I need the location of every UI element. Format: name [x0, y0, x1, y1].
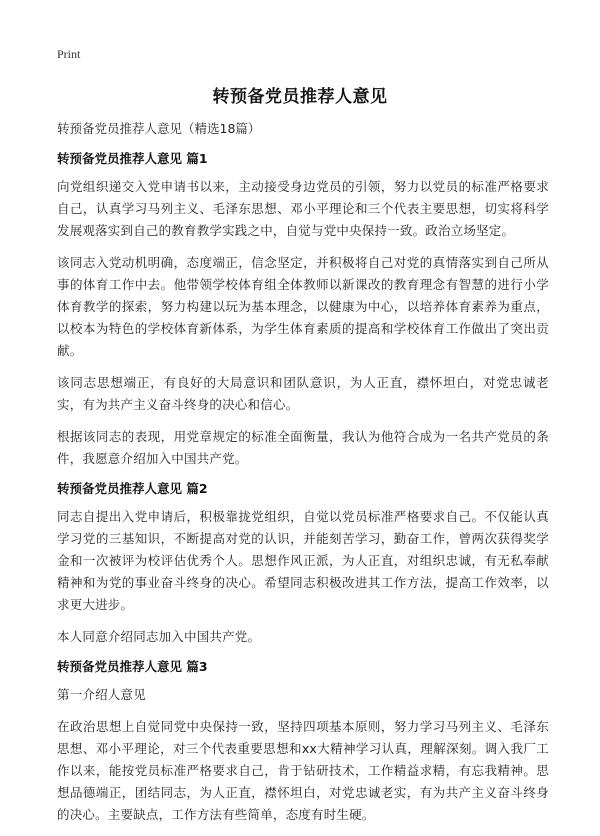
paragraph: 在政治思想上自觉同党中央保持一致，坚持四项基本原则，努力学习马列主义、毛泽东思想、邓小平理论，对三个代表重要思想和xx大精神学习认真，理解深刻。调入我厂工作以来，能按党员标准严格要求自己，肯于钻研技术，工作精益求精，有忘我精神。思想品德端正，团结同志，为人正直，襟怀坦白，对党忠诚老实，有为共产主义奋斗终身的决心。主要缺点，工作方法有些简单，态度有时生硬。 — [57, 719, 549, 822]
document-subtitle: 转预备党员推荐人意见（精选18篇） — [57, 121, 261, 136]
paragraph: 同志自提出入党申请后，积极靠拢党组织，自觉以党员标准严格要求自己。不仅能认真学习党的三基知识，不断提高对党的认识，并能刻苦学习，勤奋工作，曾两次获得奖学金和一次被评为校评估优秀个人。思想作风正派，为人正直，对组织忠诚，有无私奉献精神和为党的事业奋斗终身的决心。希望同志积极改进其工作方法，提高工作效率，以求更大进步。 — [57, 509, 549, 612]
paragraph: 该同志入党动机明确，态度端正，信念坚定，并积极将自己对党的真情落实到自己所从事的体育工作中去。他带领学校体育组全体教师以新课改的教育理念有智慧的进行小学体育教学的探索，努力构建以玩为基本理念，以健康为中心，以培养体育素养为重点，以校本为特色的学校体育新体系，为学生体育素质的提高和学校体育工作做出了突出贡献。 — [57, 255, 549, 358]
document-body — [57, 120, 549, 836]
section-1 — [57, 150, 549, 470]
paragraph: 第一介绍人意见 — [57, 687, 146, 702]
paragraph: 该同志思想端正，有良好的大局意识和团队意识，为人正直，襟怀坦白，对党忠诚老实，有为共产主义奋斗终身的决心和信心。 — [57, 375, 549, 412]
paragraph: 根据该同志的表现，用党章规定的标准全面衡量，我认为他符合成为一名共产党员的条件，我愿意介绍加入中国共产党。 — [57, 429, 549, 466]
section-2 — [57, 480, 549, 648]
paragraph: 向党组织递交入党申请书以来，主动接受身边党员的引领，努力以党员的标准严格要求自己，认真学习马列主义、毛泽东思想、邓小平理论和三个代表主要思想，切实将科学发展观落实到自己的教育教学实践之中，自觉与党中央保持一致。政治立场坚定。 — [57, 179, 549, 238]
print-link[interactable]: Print — [57, 47, 81, 61]
section-heading: 转预备党员推荐人意见 篇1 — [57, 151, 208, 166]
section-heading: 转预备党员推荐人意见 篇3 — [57, 659, 208, 674]
document-title: 转预备党员推荐人意见 — [212, 87, 388, 107]
section-3 — [57, 658, 549, 826]
paragraph: 本人同意介绍同志加入中国共产党。 — [57, 629, 261, 644]
section-heading: 转预备党员推荐人意见 篇2 — [57, 481, 208, 496]
